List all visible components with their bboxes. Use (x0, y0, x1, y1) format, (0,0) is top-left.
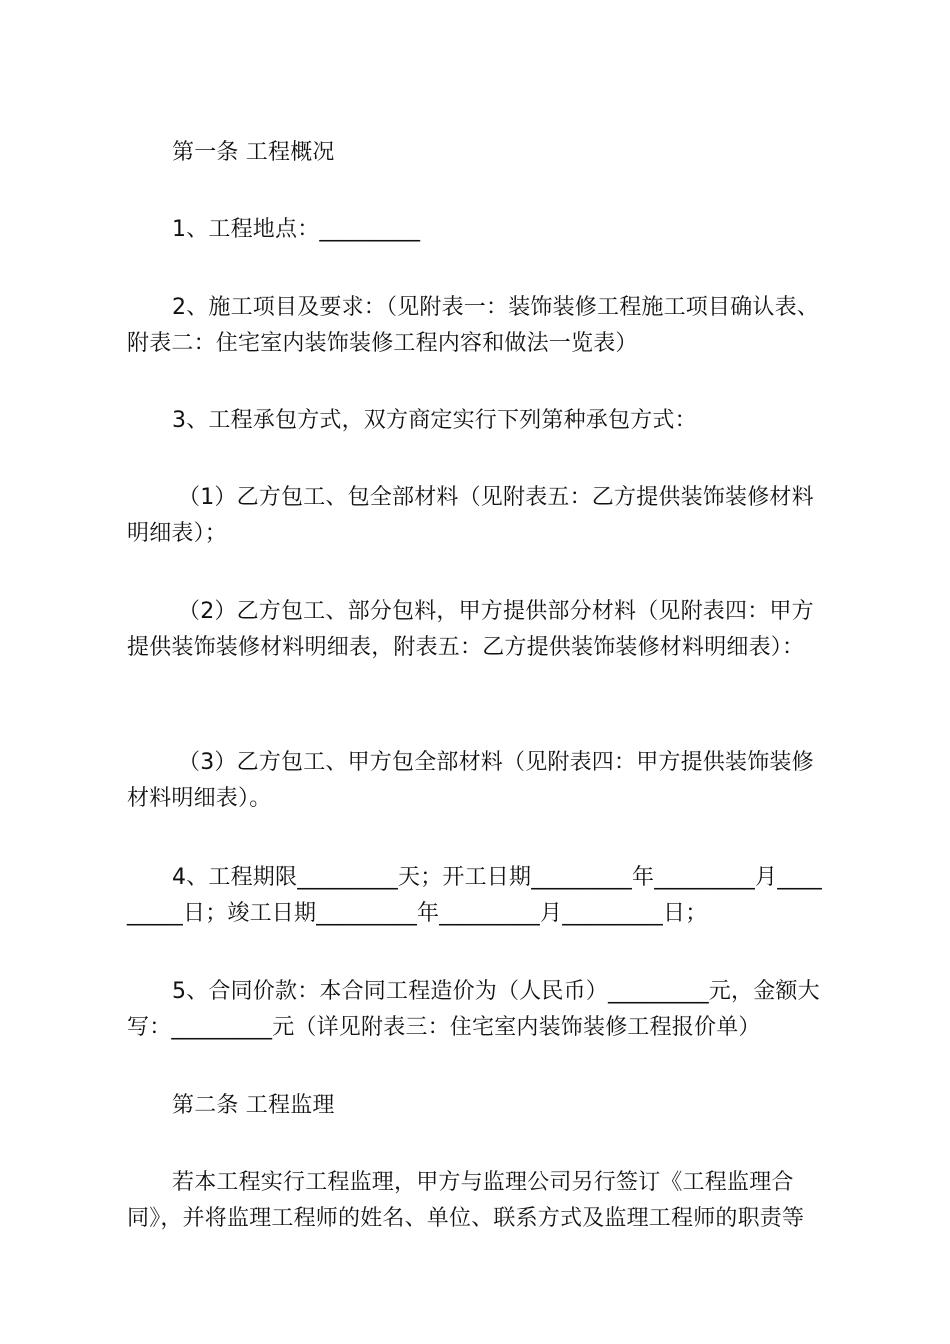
option-2-line-2: 提供装饰装修材料明细表，附表五：乙方提供装饰装修材料明细表）： (127, 635, 805, 660)
option-3-line-1: （3）乙方包工、甲方包全部材料（见附表四：甲方提供装饰装修 (178, 750, 814, 775)
item-1-location: 1、工程地点：_________ (172, 217, 421, 242)
option-1-line-2: 明细表）； (127, 521, 228, 546)
item-4-line-1: 4、工程期限_________天；开工日期_________年_________月____ (172, 865, 822, 890)
item-5-line-2: 写：_________元（详见附表三：住宅室内装饰装修工程报价单） (127, 1015, 761, 1040)
item-2-line-2: 附表二：住宅室内装饰装修工程内容和做法一览表） (127, 331, 638, 356)
item-4-line-2: _____日；竣工日期_________年_________月_________日； (127, 901, 708, 926)
item-5-line-1: 5、合同价款：本合同工程造价为（人民币）_________元，金额大 (172, 979, 820, 1004)
item-2-line-1: 2、施工项目及要求：（见附表一：装饰装修工程施工项目确认表、 (172, 295, 819, 320)
article-2-heading: 第二条 工程监理 (172, 1093, 335, 1118)
option-2-line-1: （2）乙方包工、部分包料，甲方提供部分材料（见附表四：甲方 (178, 599, 814, 624)
article-2-paragraph-line-1: 若本工程实行工程监理，甲方与监理公司另行签订《工程监理合 (172, 1170, 794, 1195)
item-3-contract-mode: 3、工程承包方式，双方商定实行下列第种承包方式： (172, 408, 697, 433)
option-3-line-2: 材料明细表）。 (127, 786, 272, 811)
article-1-heading: 第一条 工程概况 (172, 140, 335, 165)
article-2-paragraph-line-2: 同》，并将监理工程师的姓名、单位、联系方式及监理工程师的职责等 (127, 1206, 805, 1231)
option-1-line-1: （1）乙方包工、包全部材料（见附表五：乙方提供装饰装修材料 (178, 485, 814, 510)
